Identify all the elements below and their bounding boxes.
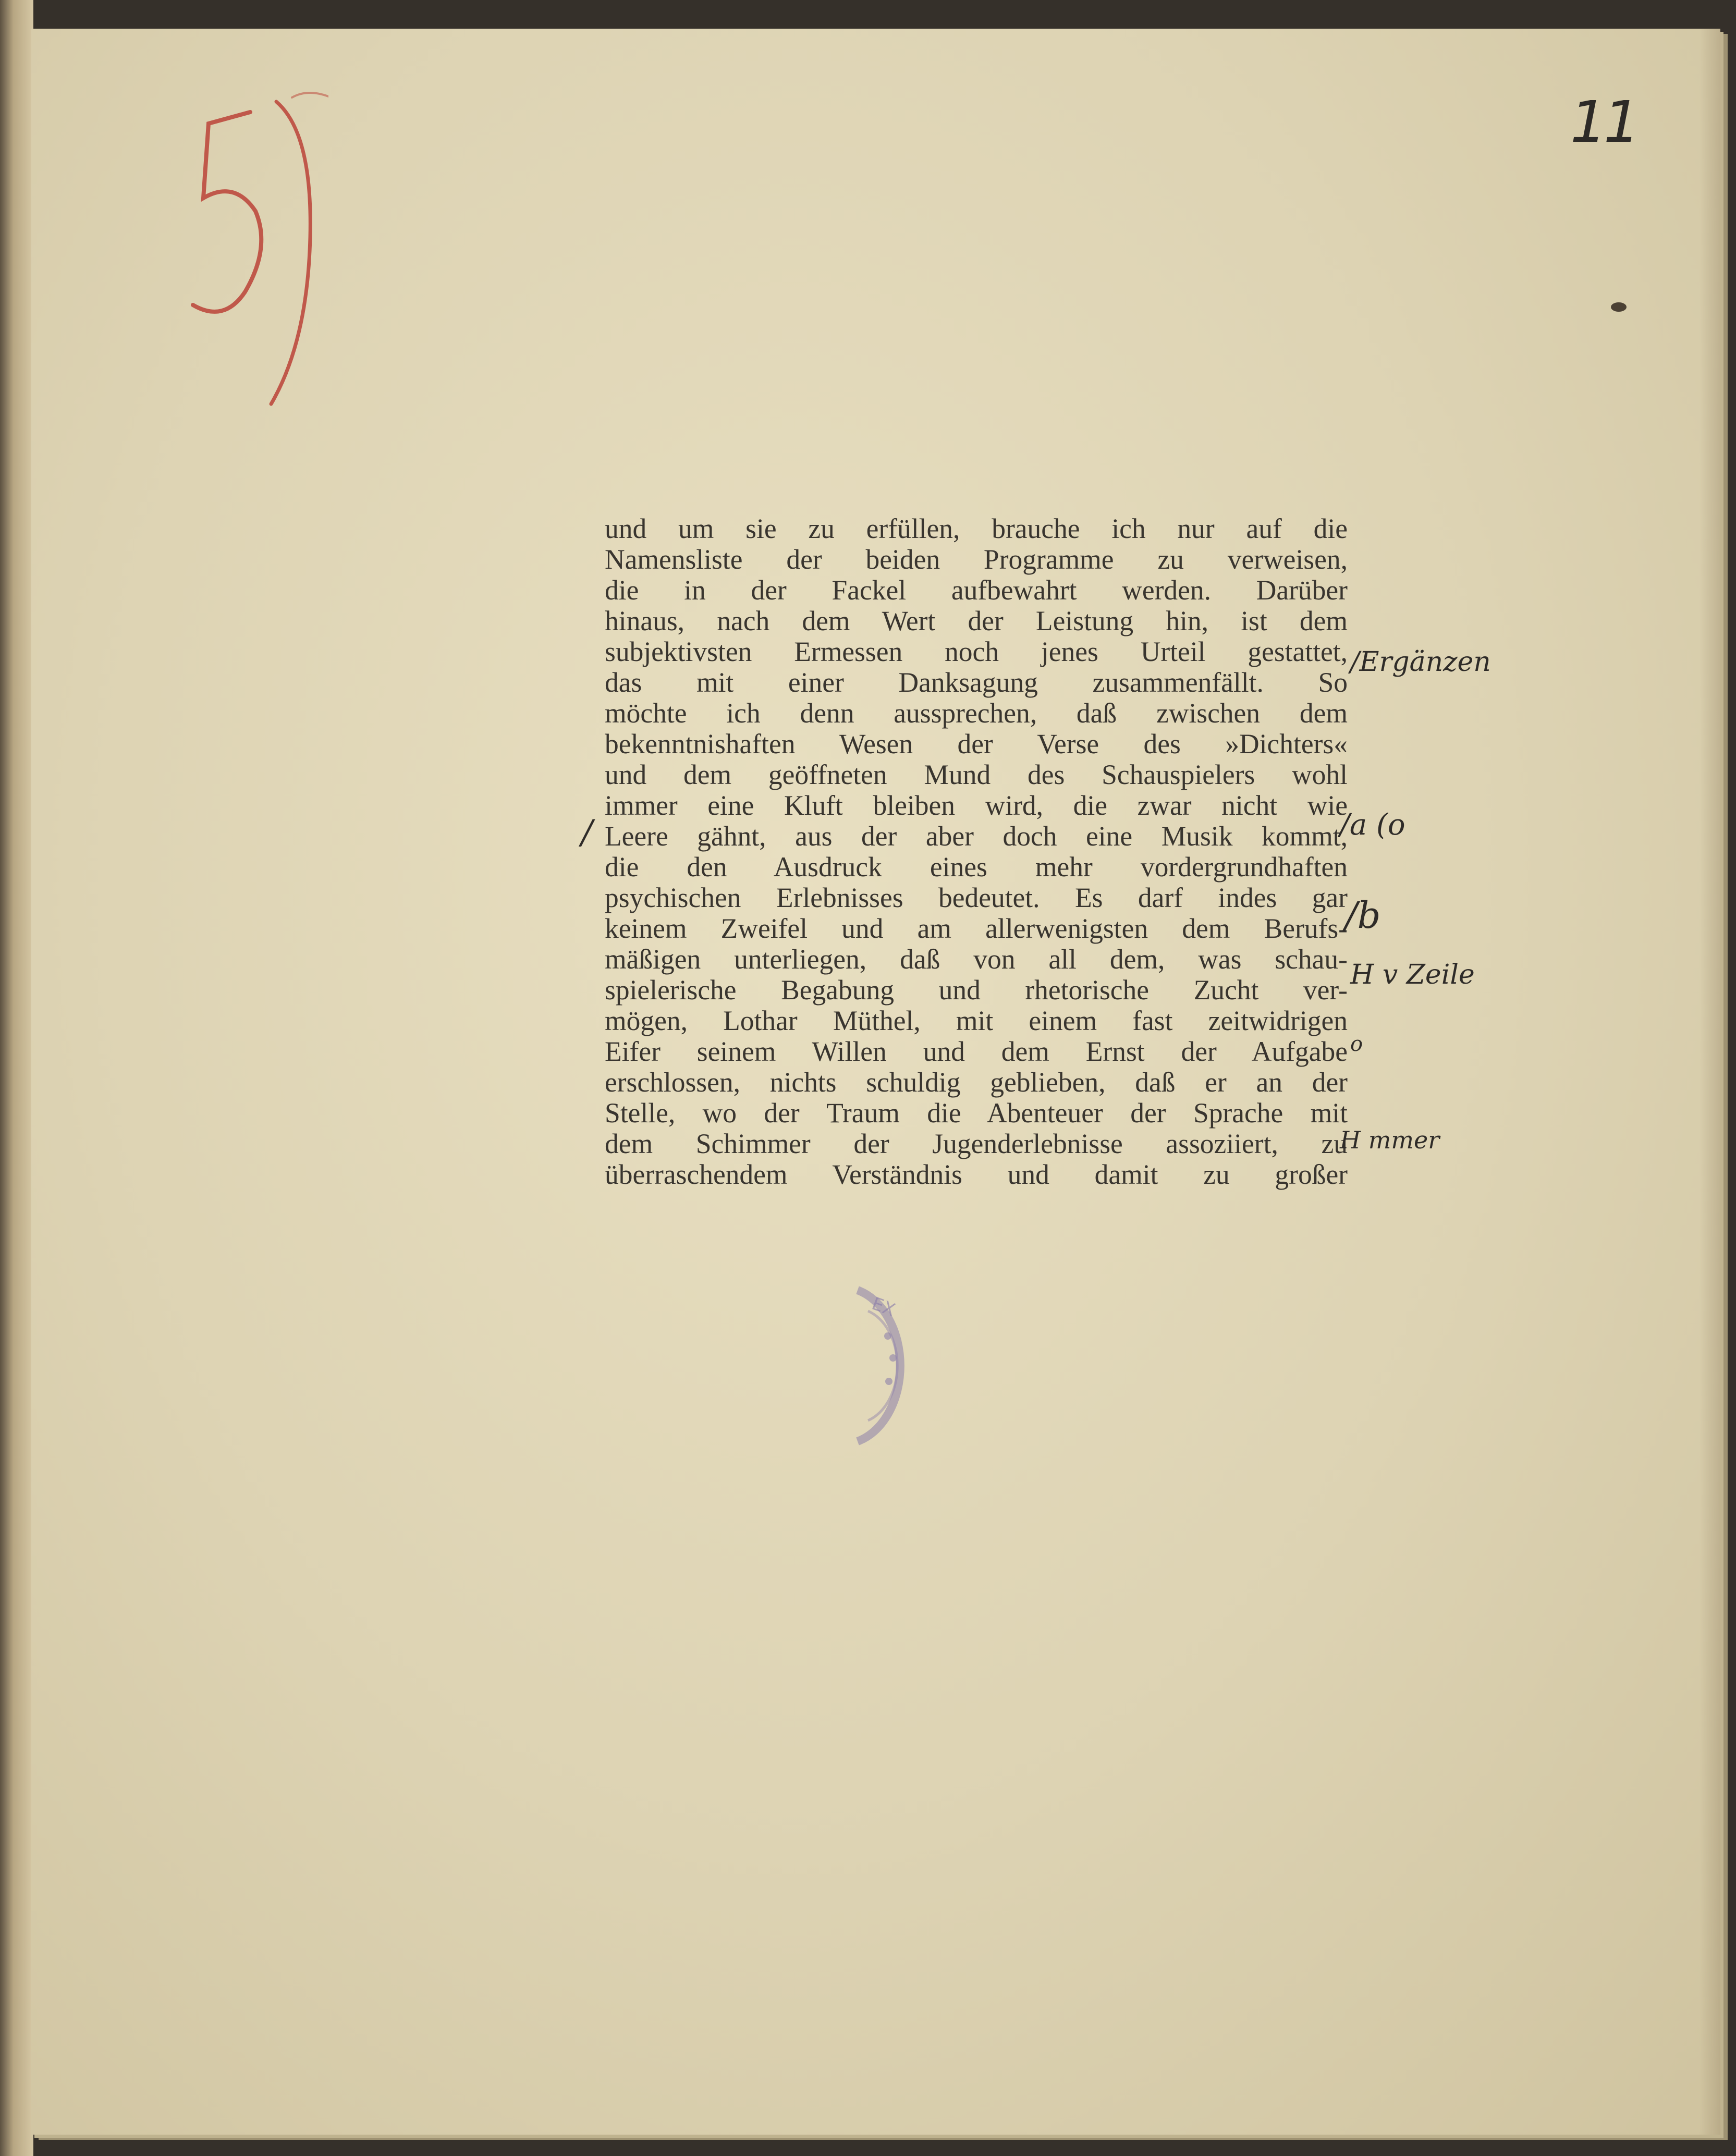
- text-line: bekenntnishaften Wesen der Verse des »Dichters«: [605, 728, 1348, 760]
- text-line: immer eine Kluft bleiben wird, die zwar nicht wie: [605, 790, 1348, 821]
- text-line: mögen, Lothar Müthel, mit einem fast zeitwidrigen: [605, 1005, 1348, 1036]
- text-line: Eifer seinem Willen und dem Ernst der Aufgabe: [605, 1036, 1348, 1067]
- text-line: Leere gähnt, aus der aber doch eine Musik kommt,: [605, 820, 1348, 852]
- text-line: hinaus, nach dem Wert der Leistung hin, ist dem: [605, 605, 1348, 636]
- text-line: Stelle, wo der Traum die Abenteuer der Sprache mit: [605, 1097, 1348, 1129]
- text-line: das mit einer Danksagung zusammenfällt. So: [605, 667, 1348, 698]
- text-line: dem Schimmer der Jugenderlebnisse assoziiert, zu: [605, 1128, 1348, 1159]
- library-stamp: [826, 1280, 946, 1452]
- margin-note: H v Zeile: [1350, 959, 1475, 990]
- margin-note: o: [1350, 1032, 1363, 1056]
- text-line: erschlossen, nichts schuldig geblieben, daß er an der: [605, 1067, 1348, 1098]
- ink-spot: [1611, 302, 1627, 312]
- text-line: subjektivsten Ermessen noch jenes Urteil gestattet,: [605, 636, 1348, 667]
- text-line: Namensliste der beiden Programme zu verweisen,: [605, 544, 1348, 575]
- text-line: überraschendem Verständnis und damit zu großer: [605, 1159, 1348, 1190]
- text-line: die den Ausdruck eines mehr vordergrundhaften: [605, 851, 1348, 883]
- stamp-text: EX: [869, 1293, 898, 1321]
- body-text: [605, 513, 1348, 1190]
- page-number: 11: [1570, 89, 1637, 155]
- red-annotation-mark: [172, 91, 328, 414]
- document-page: [31, 29, 1720, 2135]
- text-line: die in der Fackel aufbewahrt werden. Darüber: [605, 574, 1348, 606]
- text-line: spielerische Begabung und rhetorische Zucht ver-: [605, 974, 1348, 1006]
- page-edge: [1700, 29, 1720, 2135]
- text-line: und dem geöffneten Mund des Schauspielers wohl: [605, 759, 1348, 790]
- margin-note-left: /: [581, 813, 593, 852]
- text-line: psychischen Erlebnisses bedeutet. Es darf indes gar: [605, 882, 1348, 913]
- margin-note: /a (o: [1340, 808, 1405, 842]
- text-line: mäßigen unterliegen, daß von all dem, was schau-: [605, 944, 1348, 975]
- text-line: möchte ich denn aussprechen, daß zwischen dem: [605, 697, 1348, 729]
- text-line: und um sie zu erfüllen, brauche ich nur auf die: [605, 513, 1348, 544]
- text-line: keinem Zweifel und am allerwenigsten dem Berufs-: [605, 913, 1348, 944]
- margin-note: /b: [1345, 894, 1381, 937]
- margin-note: H mmer: [1340, 1126, 1440, 1154]
- margin-note: /Ergänzen: [1350, 646, 1491, 678]
- book-spine: [0, 0, 33, 2156]
